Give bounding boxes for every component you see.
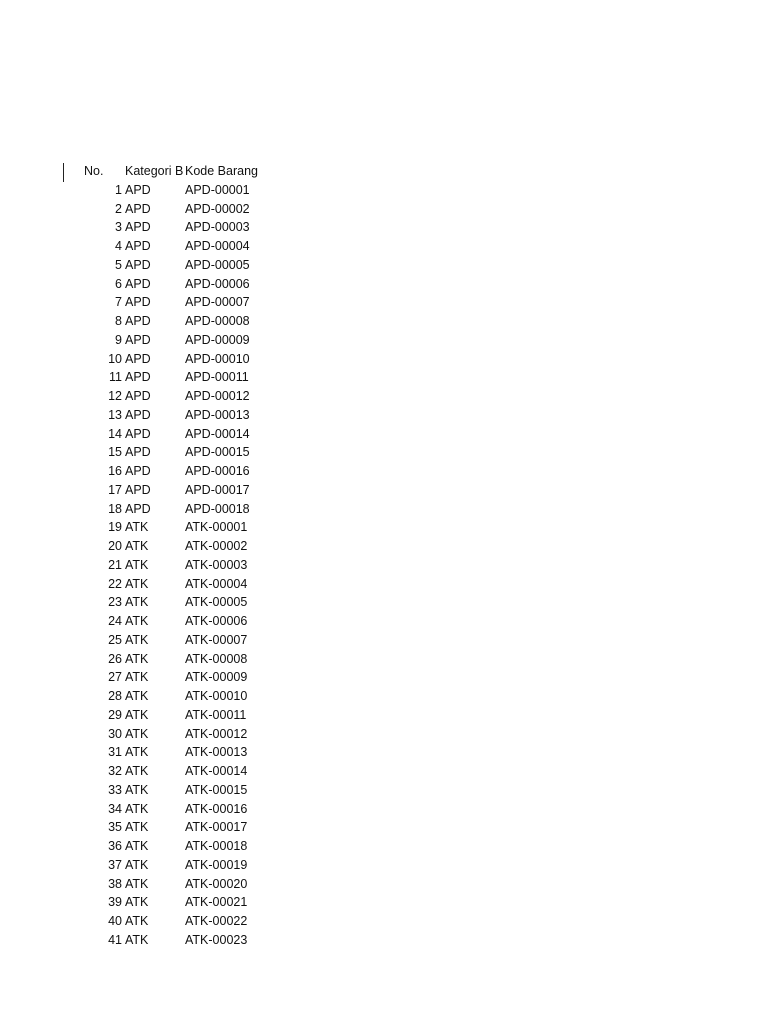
cell-no: 10 <box>108 351 122 366</box>
table-row <box>0 612 768 631</box>
cell-no: 26 <box>108 651 122 666</box>
table-row <box>0 593 768 612</box>
cell-kategori: APD <box>125 482 151 497</box>
item-table <box>0 162 768 950</box>
table-row <box>0 893 768 912</box>
cell-no: 35 <box>108 820 122 835</box>
table-row <box>0 687 768 706</box>
cell-kategori: ATK <box>125 651 149 666</box>
table-row <box>0 481 768 500</box>
cell-kode-barang: ATK-00011 <box>185 707 247 722</box>
cell-no: 27 <box>108 670 122 685</box>
cell-kode-barang: APD-00011 <box>185 370 249 385</box>
cell-kode-barang: APD-00015 <box>185 445 250 460</box>
cell-kategori: APD <box>125 257 151 272</box>
cell-kategori: ATK <box>125 857 149 872</box>
cell-no: 18 <box>108 501 122 516</box>
cell-kode-barang: ATK-00006 <box>185 614 248 628</box>
cell-kategori: APD <box>125 220 151 235</box>
cell-kategori: ATK <box>125 820 149 835</box>
table-row <box>0 706 768 725</box>
table-row <box>0 856 768 875</box>
cell-kategori: APD <box>125 239 151 253</box>
cell-no: 33 <box>108 782 122 797</box>
cell-no: 32 <box>108 764 122 778</box>
table-row <box>0 800 768 819</box>
cell-kode-barang: APD-00016 <box>185 464 250 478</box>
table-row <box>0 350 768 369</box>
cell-kategori: ATK <box>125 595 149 610</box>
cell-kategori: ATK <box>125 539 149 553</box>
cell-no: 34 <box>108 801 122 816</box>
cell-no: 13 <box>108 407 122 422</box>
cell-kode-barang: ATK-00014 <box>185 764 248 778</box>
cell-kategori: APD <box>125 314 151 328</box>
table-row <box>0 425 768 444</box>
cell-no: 2 <box>115 201 122 216</box>
cell-kategori: ATK <box>125 839 149 853</box>
table-row <box>0 200 768 219</box>
cell-kode-barang: ATK-00007 <box>185 632 248 647</box>
cell-kode-barang: ATK-00021 <box>185 895 248 910</box>
cell-kode-barang: ATK-00023 <box>185 932 248 947</box>
cell-kode-barang: ATK-00022 <box>185 914 248 928</box>
cell-no: 38 <box>108 876 122 891</box>
cell-kategori: ATK <box>125 557 149 572</box>
cell-kode-barang: ATK-00001 <box>185 520 248 535</box>
table-row <box>0 312 768 331</box>
cell-kode-barang: ATK-00012 <box>185 726 248 741</box>
table-row <box>0 650 768 669</box>
table-row <box>0 743 768 762</box>
table-row <box>0 237 768 256</box>
cell-kode-barang: APD-00007 <box>185 295 250 310</box>
cell-kategori: ATK <box>125 932 149 947</box>
cell-no: 20 <box>108 539 122 553</box>
cell-kategori: ATK <box>125 914 149 928</box>
cell-no: 25 <box>108 632 122 647</box>
cell-kategori: APD <box>125 445 151 460</box>
cell-kode-barang: APD-00005 <box>185 257 250 272</box>
table-row <box>0 293 768 312</box>
cell-kode-barang: APD-00013 <box>185 407 250 422</box>
cell-kode-barang: APD-00014 <box>185 426 250 441</box>
cell-no: 36 <box>108 839 122 853</box>
cell-no: 22 <box>108 576 122 591</box>
table-row <box>0 668 768 687</box>
table-row <box>0 837 768 856</box>
cell-kode-barang: ATK-00017 <box>185 820 248 835</box>
cell-kode-barang: APD-00004 <box>185 239 250 253</box>
cell-kategori: APD <box>125 351 151 366</box>
cell-no: 24 <box>108 614 122 628</box>
cell-no: 7 <box>115 295 122 310</box>
table-row <box>0 556 768 575</box>
cell-no: 3 <box>115 220 122 235</box>
cell-kode-barang: ATK-00015 <box>185 782 248 797</box>
header-kode-barang: Kode Barang <box>185 164 258 178</box>
cell-kategori: APD <box>125 426 151 441</box>
table-row <box>0 462 768 481</box>
header-no: No. <box>84 164 104 178</box>
table-row <box>0 406 768 425</box>
cell-kategori: APD <box>125 464 151 478</box>
cell-no: 14 <box>108 426 122 441</box>
cell-kategori: APD <box>125 201 151 216</box>
table-row <box>0 818 768 837</box>
cell-kategori: APD <box>125 407 151 422</box>
table-row <box>0 762 768 781</box>
cell-no: 12 <box>108 389 122 403</box>
cell-kategori: ATK <box>125 726 149 741</box>
table-row <box>0 631 768 650</box>
cell-no: 23 <box>108 595 122 610</box>
table-row <box>0 181 768 200</box>
cell-kode-barang: ATK-00010 <box>185 689 248 703</box>
cell-kategori: ATK <box>125 801 149 816</box>
cell-kategori: APD <box>125 276 151 291</box>
table-row <box>0 781 768 800</box>
cell-no: 6 <box>115 276 122 291</box>
cell-kode-barang: ATK-00018 <box>185 839 248 853</box>
cell-kode-barang: APD-00003 <box>185 220 250 235</box>
cell-kategori: ATK <box>125 764 149 778</box>
cell-kode-barang: ATK-00009 <box>185 670 248 685</box>
cell-kategori: APD <box>125 501 151 516</box>
cell-kategori: APD <box>125 370 151 385</box>
cell-kode-barang: APD-00006 <box>185 276 250 291</box>
cell-kode-barang: ATK-00005 <box>185 595 248 610</box>
cell-kategori: ATK <box>125 745 149 760</box>
cell-kategori: ATK <box>125 632 149 647</box>
cell-kode-barang: APD-00017 <box>185 482 250 497</box>
cell-no: 41 <box>108 932 122 947</box>
cell-no: 8 <box>115 314 122 328</box>
table-row <box>0 725 768 744</box>
cell-kategori: ATK <box>125 689 149 703</box>
cell-kategori: APD <box>125 182 151 197</box>
cell-kode-barang: APD-00012 <box>185 389 250 403</box>
cell-kategori: ATK <box>125 895 149 910</box>
cell-kategori: ATK <box>125 614 149 628</box>
table-row <box>0 368 768 387</box>
cell-no: 15 <box>108 445 122 460</box>
table-row <box>0 931 768 950</box>
cell-kategori: ATK <box>125 707 149 722</box>
table-body <box>0 181 768 950</box>
cell-no: 37 <box>108 857 122 872</box>
cell-no: 1 <box>115 182 122 197</box>
cell-no: 11 <box>109 370 122 385</box>
table-row <box>0 518 768 537</box>
table-row <box>0 912 768 931</box>
header-kategori: Kategori B <box>125 164 183 178</box>
cell-kode-barang: ATK-00002 <box>185 539 248 553</box>
table-row <box>0 275 768 294</box>
cell-kategori: APD <box>125 295 151 310</box>
cell-kode-barang: APD-00001 <box>185 182 250 197</box>
cell-no: 28 <box>108 689 122 703</box>
cell-kode-barang: APD-00018 <box>185 501 250 516</box>
cell-no: 31 <box>108 745 122 760</box>
table-row <box>0 331 768 350</box>
cell-kode-barang: APD-00009 <box>185 332 250 347</box>
table-row <box>0 256 768 275</box>
cell-kategori: APD <box>125 332 151 347</box>
cell-kode-barang: ATK-00016 <box>185 801 248 816</box>
cell-no: 17 <box>108 482 122 497</box>
cell-kode-barang: APD-00002 <box>185 201 250 216</box>
cell-kode-barang: ATK-00008 <box>185 651 248 666</box>
table-row <box>0 387 768 406</box>
cell-no: 21 <box>108 557 122 572</box>
table-row <box>0 218 768 237</box>
cell-kode-barang: ATK-00020 <box>185 876 248 891</box>
table-row <box>0 875 768 894</box>
table-header-row <box>0 162 768 181</box>
cell-kategori: ATK <box>125 782 149 797</box>
cell-no: 19 <box>108 520 122 535</box>
cell-kode-barang: ATK-00003 <box>185 557 248 572</box>
table-row <box>0 537 768 556</box>
cell-no: 9 <box>115 332 122 347</box>
table-row <box>0 500 768 519</box>
cell-no: 16 <box>108 464 122 478</box>
cell-kategori: ATK <box>125 876 149 891</box>
table-row <box>0 575 768 594</box>
cell-no: 29 <box>108 707 122 722</box>
cell-kode-barang: ATK-00019 <box>185 857 248 872</box>
cell-kode-barang: ATK-00004 <box>185 576 248 591</box>
cell-kategori: ATK <box>125 576 149 591</box>
cell-kategori: ATK <box>125 670 149 685</box>
cell-kode-barang: APD-00008 <box>185 314 250 328</box>
cell-no: 39 <box>108 895 122 910</box>
cell-no: 4 <box>115 239 122 253</box>
cell-kode-barang: ATK-00013 <box>185 745 248 760</box>
cell-no: 30 <box>108 726 122 741</box>
cell-kategori: ATK <box>125 520 149 535</box>
cell-no: 5 <box>115 257 122 272</box>
cell-no: 40 <box>108 914 122 928</box>
table-row <box>0 443 768 462</box>
cell-kode-barang: APD-00010 <box>185 351 250 366</box>
cell-kategori: APD <box>125 389 151 403</box>
